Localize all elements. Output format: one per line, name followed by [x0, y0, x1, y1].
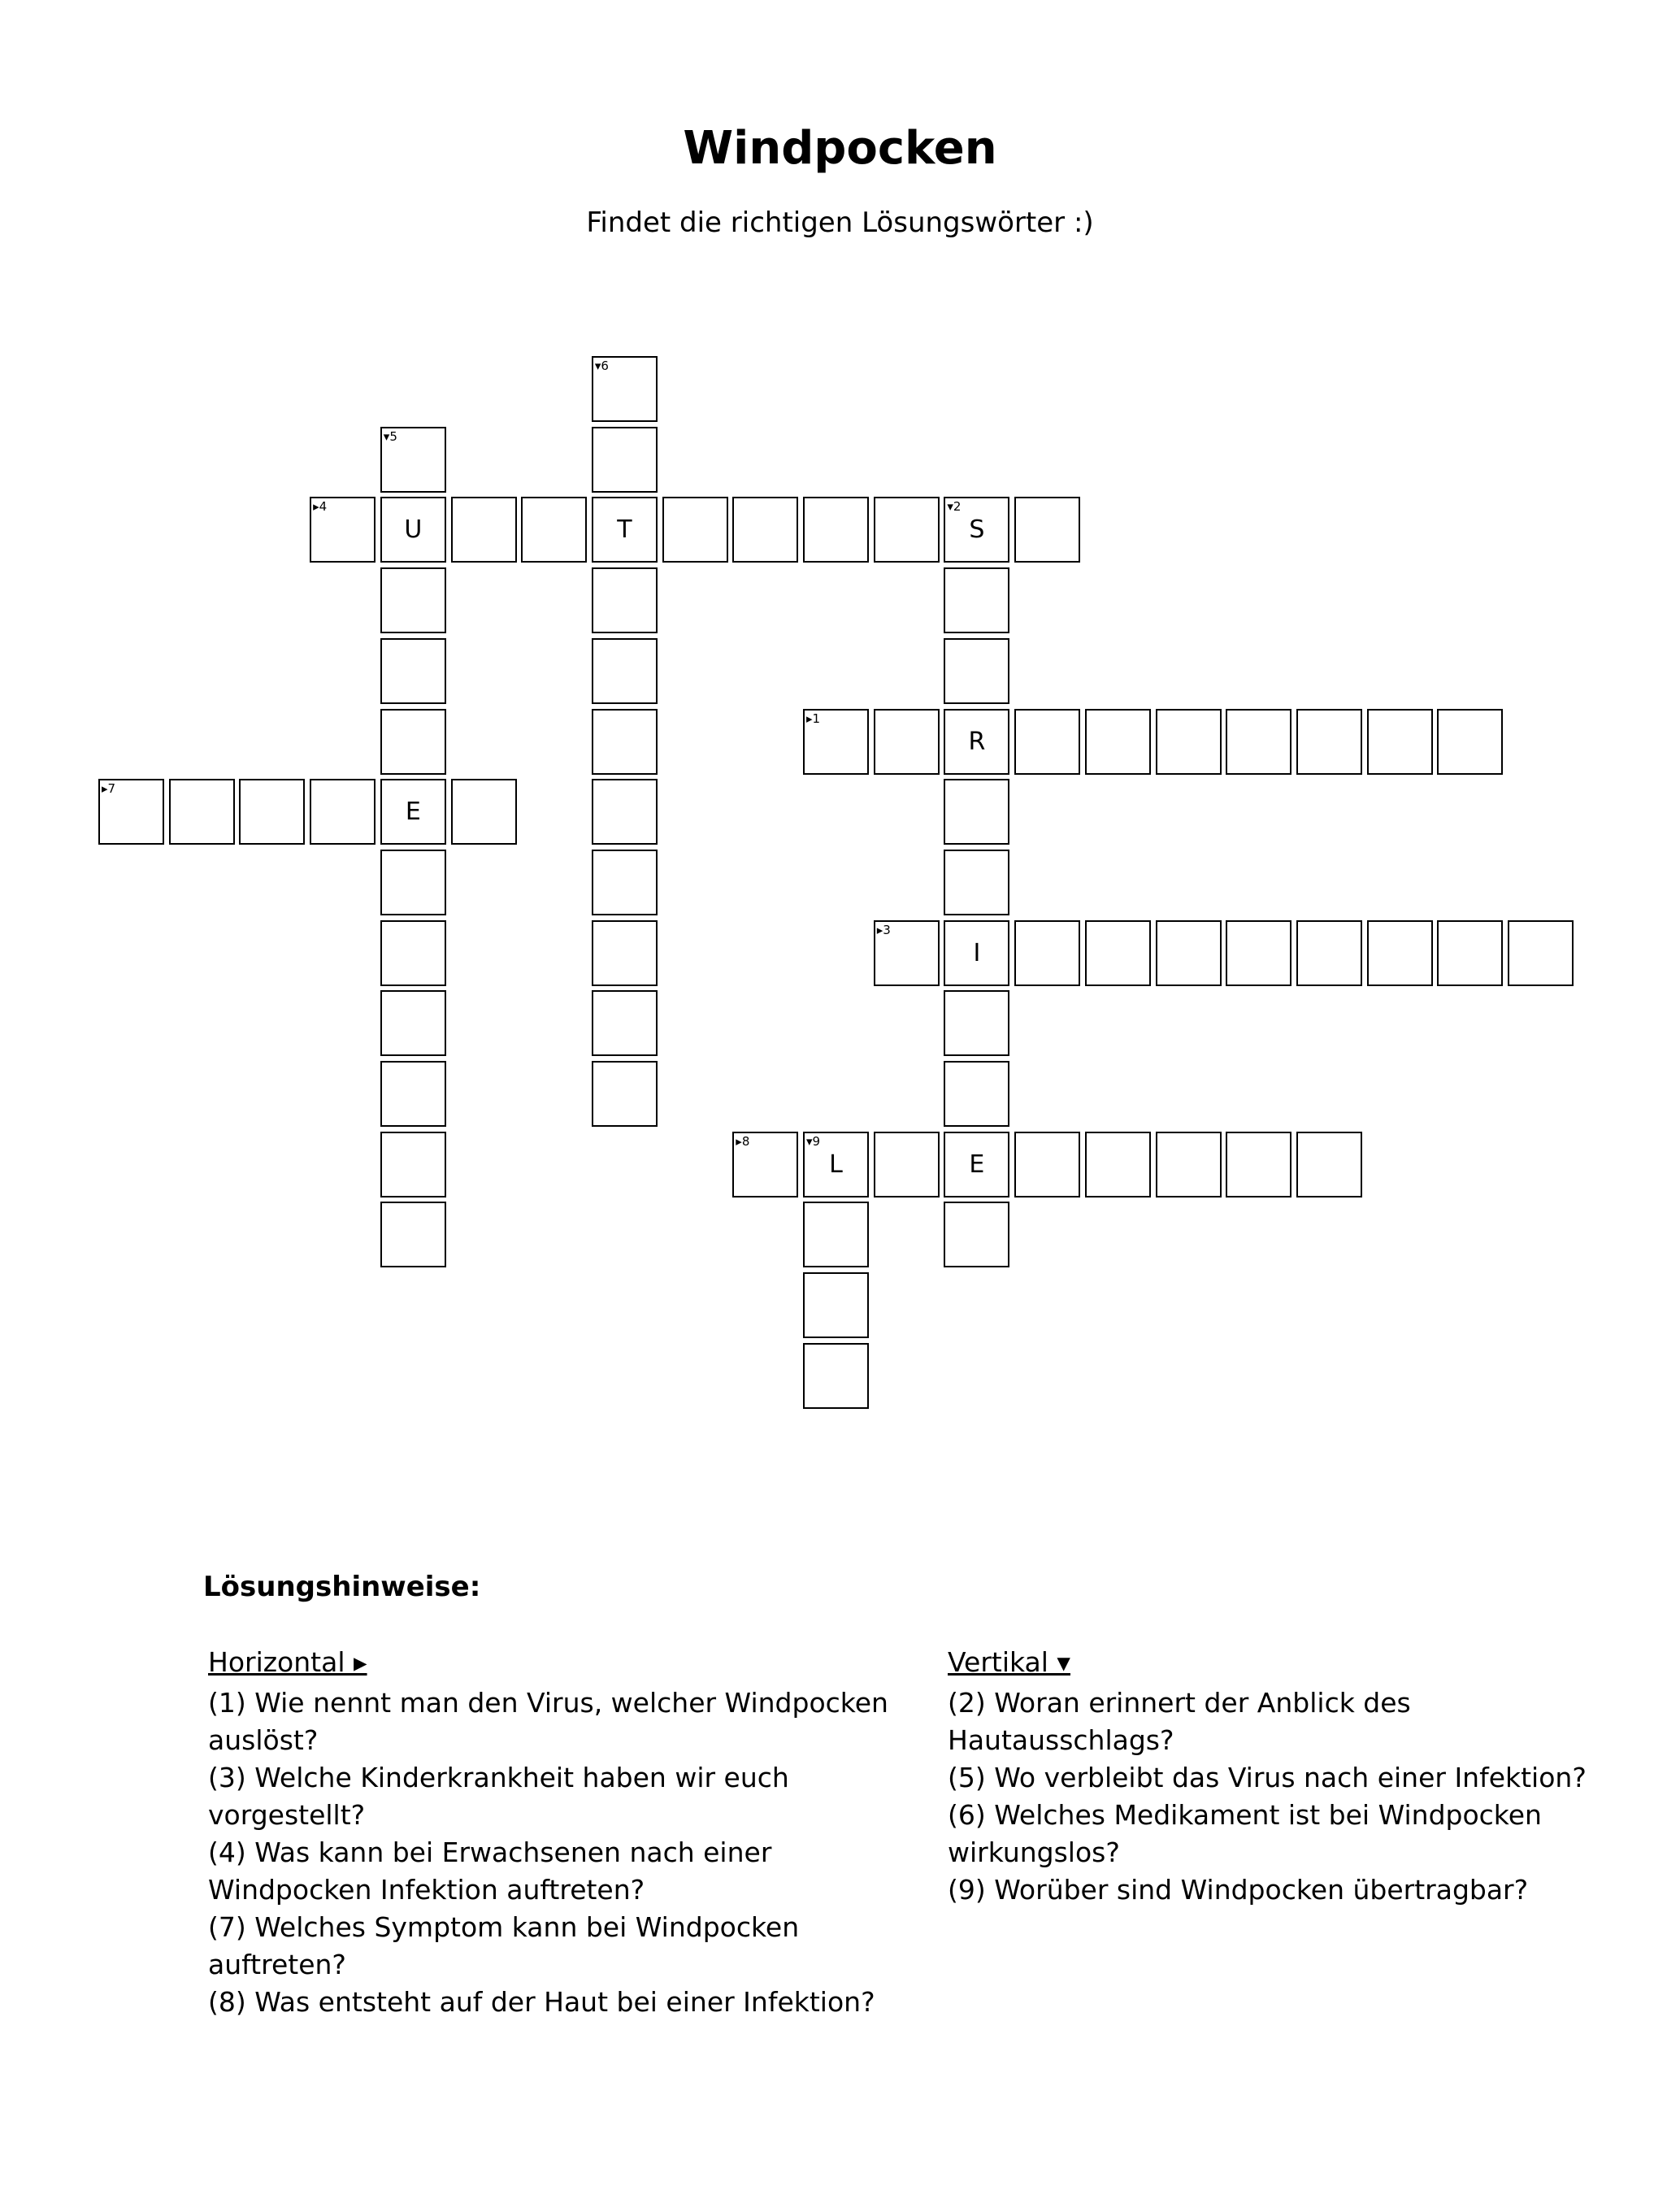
crossword-cell[interactable] [380, 638, 446, 704]
crossword-cell[interactable] [1296, 1132, 1362, 1197]
crossword-cell[interactable] [451, 497, 517, 563]
crossword-cell[interactable] [310, 779, 376, 845]
clue-6: (6) Welches Medikament ist bei Windpocken wirkungslos? [948, 1799, 1542, 1868]
crossword-cell[interactable] [1014, 920, 1080, 986]
clue-number: ▾5 [383, 428, 397, 444]
crossword-cell[interactable] [451, 779, 517, 845]
crossword-cell[interactable] [944, 1202, 1009, 1267]
crossword-cell[interactable] [592, 709, 658, 775]
horizontal-clues [208, 1644, 923, 2021]
crossword-cell[interactable] [1226, 1132, 1291, 1197]
clue-2: (2) Woran erinnert der Anblick des Hautausschlags? [948, 1687, 1411, 1756]
crossword-cell[interactable] [1014, 497, 1080, 563]
crossword-cell[interactable] [98, 779, 164, 845]
clue-number: ▸7 [102, 781, 116, 797]
crossword-cell[interactable] [310, 497, 376, 563]
crossword-cell[interactable] [874, 1132, 940, 1197]
crossword-cell[interactable] [1226, 920, 1291, 986]
given-letter: I [973, 938, 981, 967]
crossword-cell[interactable] [592, 920, 658, 986]
crossword-cell[interactable] [732, 1132, 798, 1197]
crossword-cell[interactable] [1156, 1132, 1222, 1197]
clue-number: ▾9 [806, 1133, 821, 1149]
crossword-cell[interactable] [380, 427, 446, 493]
given-letter: R [968, 727, 986, 756]
given-letter: E [969, 1150, 985, 1179]
crossword-cell[interactable] [380, 920, 446, 986]
crossword-cell[interactable] [1367, 709, 1433, 775]
crossword-cell[interactable] [944, 779, 1009, 845]
given-letter: T [617, 515, 632, 545]
crossword-cell[interactable] [1156, 709, 1222, 775]
crossword-cell[interactable] [803, 1272, 869, 1338]
clue-3: (3) Welche Kinderkrankheit haben wir euch vorgestellt? [208, 1762, 789, 1831]
crossword-cell[interactable] [662, 497, 728, 563]
clue-number: ▸1 [806, 711, 821, 726]
crossword-cell[interactable] [592, 497, 658, 563]
vertical-clues [948, 1644, 1598, 1909]
crossword-cell[interactable] [944, 920, 1009, 986]
crossword-cell[interactable] [874, 497, 940, 563]
clue-7: (7) Welches Symptom kann bei Windpocken auftreten? [208, 1911, 800, 1980]
crossword-cell[interactable] [592, 779, 658, 845]
given-letter: S [969, 515, 985, 545]
crossword-cell[interactable] [592, 567, 658, 633]
crossword-cell[interactable] [944, 497, 1009, 563]
clue-1: (1) Wie nennt man den Virus, welcher Windpocken auslöst? [208, 1687, 888, 1756]
crossword-cell[interactable] [1226, 709, 1291, 775]
clue-9: (9) Worüber sind Windpocken übertragbar? [948, 1874, 1529, 1906]
crossword-cell[interactable] [380, 850, 446, 915]
crossword-cell[interactable] [521, 497, 587, 563]
crossword-cell[interactable] [874, 709, 940, 775]
crossword-cell[interactable] [803, 497, 869, 563]
crossword-cell[interactable] [944, 1132, 1009, 1197]
clue-number: ▸8 [736, 1133, 750, 1149]
clue-number: ▾2 [947, 499, 962, 515]
crossword-cell[interactable] [1296, 920, 1362, 986]
clue-number: ▾6 [594, 359, 609, 373]
crossword-cell[interactable] [732, 497, 798, 563]
crossword-cell[interactable] [1437, 709, 1503, 775]
crossword-cell[interactable] [592, 990, 658, 1056]
crossword-cell[interactable] [380, 497, 446, 563]
crossword-cell[interactable] [944, 567, 1009, 633]
crossword-cell[interactable] [592, 356, 658, 422]
crossword-cell[interactable] [380, 1061, 446, 1127]
crossword-cell[interactable] [1437, 920, 1503, 986]
crossword-cell[interactable] [169, 779, 235, 845]
vertical-heading: Vertikal ▾ [948, 1646, 1070, 1678]
crossword-cell[interactable] [1296, 709, 1362, 775]
crossword-cell[interactable] [592, 1061, 658, 1127]
crossword-cell[interactable] [592, 638, 658, 704]
crossword-cell[interactable] [944, 990, 1009, 1056]
crossword-cell[interactable] [1085, 920, 1151, 986]
crossword-cell[interactable] [1014, 709, 1080, 775]
hints-heading: Lösungshinweise: [203, 1571, 481, 1603]
clue-number: ▸3 [876, 922, 891, 937]
crossword-cell[interactable] [1156, 920, 1222, 986]
clue-4: (4) Was kann bei Erwachsenen nach einer Windpocken Infektion auftreten? [208, 1836, 772, 1906]
given-letter: L [829, 1150, 843, 1179]
crossword-cell[interactable] [380, 567, 446, 633]
crossword-cell[interactable] [592, 427, 658, 493]
clue-8: (8) Was entsteht auf der Haut bei einer Infektion? [208, 1986, 875, 2018]
crossword-cell[interactable] [803, 1343, 869, 1409]
clue-5: (5) Wo verbleibt das Virus nach einer Infektion? [948, 1762, 1587, 1793]
crossword-cell[interactable] [239, 779, 305, 845]
crossword-cell[interactable] [944, 850, 1009, 915]
crossword-cell[interactable] [803, 709, 869, 775]
clue-number: ▸4 [313, 499, 328, 515]
crossword-cell[interactable] [803, 1202, 869, 1267]
crossword-cell[interactable] [380, 1132, 446, 1197]
crossword-cell[interactable] [944, 638, 1009, 704]
crossword-cell[interactable] [944, 709, 1009, 775]
crossword-cell[interactable] [380, 1202, 446, 1267]
crossword-cell[interactable] [380, 990, 446, 1056]
crossword-cell[interactable] [1014, 1132, 1080, 1197]
crossword-cell[interactable] [592, 850, 658, 915]
crossword-cell[interactable] [944, 1061, 1009, 1127]
given-letter: E [405, 798, 421, 827]
page-title: Windpocken [683, 122, 997, 175]
page-subtitle: Findet die richtigen Lösungswörter :) [586, 206, 1094, 239]
horizontal-heading: Horizontal ▸ [208, 1646, 367, 1678]
given-letter: U [404, 515, 423, 545]
crossword-cell[interactable] [1085, 1132, 1151, 1197]
crossword-cell[interactable] [380, 779, 446, 845]
crossword-cell[interactable] [380, 709, 446, 775]
crossword-cell[interactable] [1367, 920, 1433, 986]
crossword-cell[interactable] [1085, 709, 1151, 775]
crossword-cell[interactable] [874, 920, 940, 986]
crossword-cell[interactable] [803, 1132, 869, 1197]
crossword-cell[interactable] [1508, 920, 1574, 986]
